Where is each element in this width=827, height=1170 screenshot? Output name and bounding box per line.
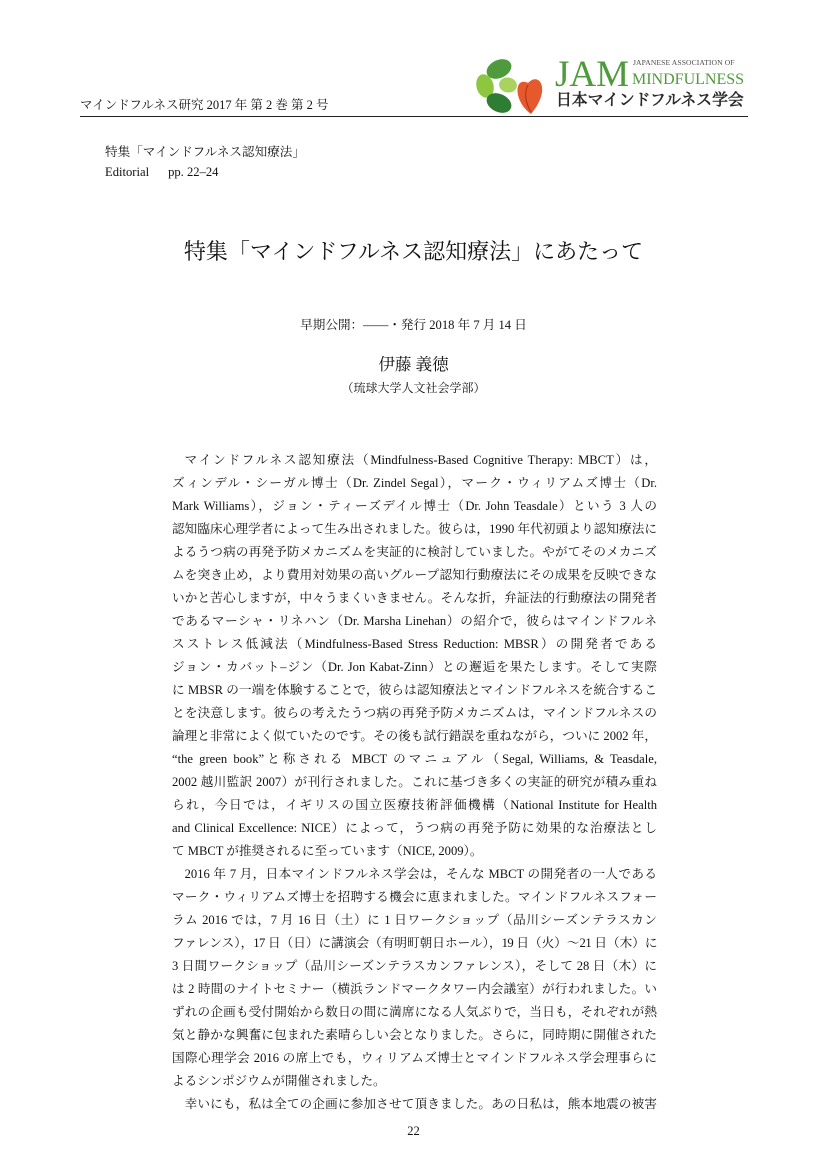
body-line: ずれの企画も受付開始から数日の間に満席になる人気ぶりで，当日も，それぞれが熱 xyxy=(172,1005,657,1019)
article-type: Editorial xyxy=(105,165,150,179)
body-line: マインドフルネス認知療法（Mindfulness-Based Cognitive Therapy: MBCT）は， xyxy=(184,453,657,467)
body-paragraph xyxy=(172,449,657,863)
author-affiliation: （琉球大学人文社会学部） xyxy=(341,381,486,395)
body-line: “the green book”と称される MBCT のマニュアル（Segal, Williams, & Teasdale, xyxy=(172,752,657,766)
body-line: 認知臨床心理学者によって生み出されました。彼らは，1990 年代初頭より認知療法に xyxy=(172,522,657,536)
special-issue-label: 特集「マインドフルネス認知療法」 xyxy=(105,145,305,159)
body-line: and Clinical Excellence: NICE）によって，うつ病の再発予防に効果的な治療法とし xyxy=(172,821,657,835)
article-title: 特集「マインドフルネス認知療法」にあたって xyxy=(183,239,644,264)
body-line: いかと苦心しますが，中々うまくいきません。そんな折，弁証法的行動療法の開発者 xyxy=(172,591,657,605)
body-line: ジョン・カバット–ジン（Dr. Jon Kabat-Zinn）との邂逅を果たします。そして実際 xyxy=(172,660,657,674)
body-line: よるうつ病の再発予防メカニズムを実証的に検討していました。やがてそのメカニズ xyxy=(172,545,657,559)
publication-date: 早期公開：——・発行 2018 年 7 月 14 日 xyxy=(300,318,527,332)
header-rule xyxy=(80,116,748,117)
body-line: ファレンス），17 日（日）に講演会（有明町朝日ホール），19 日（火）〜21 日（木）に xyxy=(172,936,657,950)
body-paragraph xyxy=(172,1093,657,1116)
page-range: pp. 22–24 xyxy=(168,165,219,179)
logo-mindfulness: MINDFULNESS xyxy=(632,71,745,88)
page-number: 22 xyxy=(407,1124,420,1138)
journal-issue: マインドフルネス研究 2017 年 第 2 巻 第 2 号 xyxy=(80,98,329,112)
article-type-line xyxy=(105,164,218,180)
body-line: Mark Williams），ジョン・ティーズデイル博士（Dr. John Teasdale）という 3 人の xyxy=(172,499,657,513)
logo-abbreviation: JAM xyxy=(555,54,630,95)
body-line: 2016 年 7 月，日本マインドフルネス学会は，そんな MBCT の開発者の一人である xyxy=(184,867,657,881)
body-line: ラム 2016 では，7 月 16 日（土）に 1 日ワークショップ（品川シーズンテラスカン xyxy=(172,913,657,927)
logo-association-of: JAPANESE ASSOCIATION OF xyxy=(633,58,735,67)
body-line: 2002 越川監訳 2007）が刊行されました。これに基づき多くの実証的研究が積み重ね xyxy=(172,775,657,789)
body-line: は 2 時間のナイトセミナー（横浜ランドマークタワー内会議室）が行われました。い xyxy=(172,982,657,996)
body-line: て MBCT が推奨されるに至っています（NICE, 2009）。 xyxy=(172,844,483,858)
article-body xyxy=(172,449,657,1116)
body-line: ムを突き止め，より費用対効果の高いグループ認知行動療法にその成果を反映できな xyxy=(172,568,657,582)
body-line: 気と静かな興奮に包まれた素晴らしい会となりました。さらに，同時期に開催された xyxy=(172,1028,657,1042)
body-line: 3 日間ワークショップ（品川シーズンテラスカンファレンス），そして 28 日（木）に xyxy=(172,959,657,973)
body-line: マーク・ウィリアムズ博士を招聘する機会に恵まれました。マインドフルネスフォー xyxy=(172,890,657,904)
body-line: であるマーシャ・リネハン（Dr. Marsha Linehan）の紹介で，彼らはマインドフルネ xyxy=(172,614,657,628)
logo-name-japanese: 日本マインドフルネス学会 xyxy=(556,90,744,109)
body-line: 国際心理学会 2016 の席上でも，ウィリアムズ博士とマインドフルネス学会理事らに xyxy=(172,1051,657,1065)
author-name: 伊藤 義徳 xyxy=(378,355,449,374)
body-paragraph xyxy=(172,863,657,1093)
body-line: 幸いにも，私は全ての企画に参加させて頂きました。あの日私は，熊本地震の被害 xyxy=(184,1097,657,1111)
body-line: られ，今日では，イギリスの国立医療技術評価機構（National Institute for Health xyxy=(172,798,657,812)
body-line: ズィンデル・シーガル博士（Dr. Zindel Segal），マーク・ウィリアムズ博士（Dr. xyxy=(172,476,657,490)
body-line: 論理と非常によく似ていたのです。その後も試行錯誤を重ねながら，ついに 2002 年， xyxy=(172,729,657,743)
logo-leaf xyxy=(498,76,518,94)
body-line: とを決意します。彼らの考えたうつ病の再発予防メカニズムは，マインドフルネスの xyxy=(172,706,657,720)
body-line: よるシンポジウムが開催されました。 xyxy=(172,1074,386,1088)
body-line: に MBSR の一端を体験することで，彼らは認知療法とマインドフルネスを統合するこ xyxy=(172,683,657,697)
body-line: スストレス低減法（Mindfulness-Based Stress Reduction: MBSR）の開発者である xyxy=(172,637,657,651)
clover-heart-logo-icon xyxy=(472,54,550,118)
